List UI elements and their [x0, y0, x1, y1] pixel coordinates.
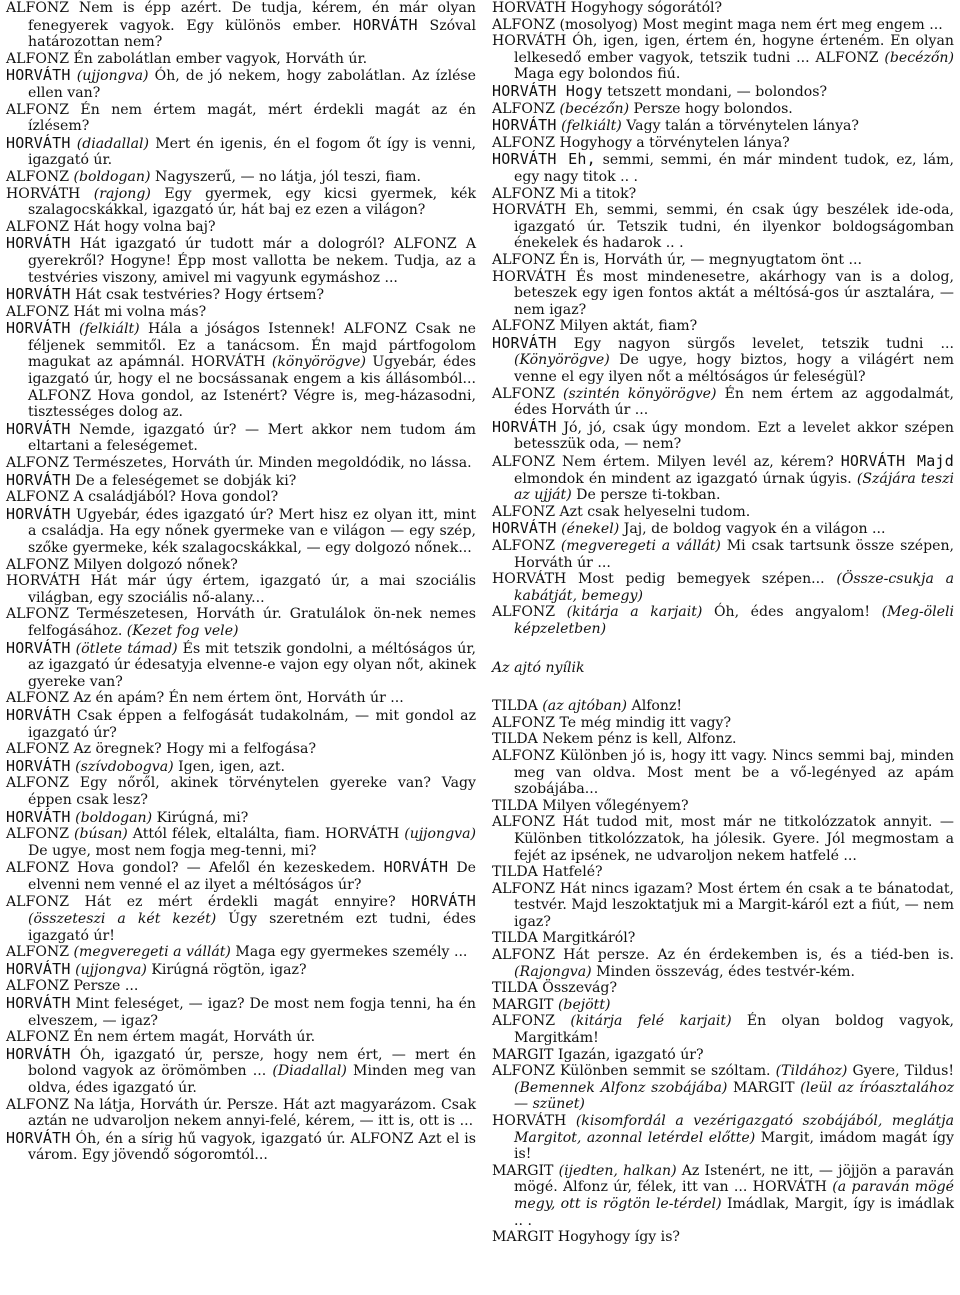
dialogue-text: ALFONZ Na látja, Horváth úr. Persze. Hát azt magyarázom. Csak aztán ne udvaroljon nekem annyi-felé, kérem, — itt is, ott is ...: [6, 1096, 476, 1130]
dialogue-text: ALFONZ Azt csak helyeselni tudom.: [492, 503, 751, 520]
stage-direction: (az ajtóban): [542, 698, 628, 715]
dialogue-text: Hála a jóságos Istennek! ALFONZ Csak ne féljenek semmitől. Ez a tanácsom. Én majd pártfogolom magukat az apámnál. HORVÁTH: [28, 321, 476, 371]
dialogue-text: Én olyan boldog vagyok, Margitkám!: [514, 1013, 954, 1047]
stage-direction: (énekel): [556, 521, 620, 538]
speaker-name: HORVÁTH: [6, 504, 71, 523]
stage-direction: (boldogan): [73, 168, 151, 185]
stage-direction: (Rajongva): [514, 963, 592, 980]
dialogue-line: [6, 472, 476, 490]
stage-direction: (felkiált): [556, 118, 622, 135]
stage-direction: (szintén könyörögve): [563, 385, 717, 402]
stage-direction: (szívdobogva): [70, 758, 174, 775]
speaker-name: HORVÁTH Hogy: [492, 81, 603, 100]
speaker-name: HORVÁTH: [6, 994, 71, 1013]
dialogue-text: semmi, semmi, én már mindent tudok, ez, lám, egy nagy titok .. .: [514, 152, 954, 185]
dialogue-line: [6, 995, 476, 1029]
dialogue-text: ALFONZ: [6, 826, 74, 843]
dialogue-line: [6, 235, 476, 286]
stage-direction: (ijedten, halkan): [558, 1162, 677, 1179]
speaker-name: HORVÁTH: [492, 116, 557, 135]
dialogue-text: ALFONZ: [492, 1013, 571, 1030]
dialogue-text: ALFONZ Természetesen, Horváth úr. Gratulálok ön-nek nemes felfogásához.: [6, 606, 476, 639]
dialogue-line: [492, 504, 954, 521]
dialogue-line: [6, 320, 476, 421]
dialogue-line: [6, 859, 476, 893]
dialogue-line: [492, 318, 954, 335]
dialogue-text: HORVÁTH Óh, igen, igen, értem én, hogyne érteném. En olyan lelkesedő ember vagyok, tetszik tudni ... ALFONZ: [492, 33, 954, 66]
speaker-name: HORVÁTH: [6, 705, 71, 724]
dialogue-text: Nemde, igazgató úr? — Mert akkor nem tudom ám eltartani a feleségemet.: [28, 421, 476, 455]
dialogue-text: MARGIT: [727, 1079, 801, 1096]
dialogue-line: [492, 135, 954, 152]
dialogue-text: ALFONZ Nem is épp azért. De tudja, kérem, én már olyan fenegyerek vagyok. Egy különös ember.: [6, 0, 476, 34]
dialogue-text: Minden összevág, édes testvér-kém.: [591, 963, 855, 980]
dialogue-line: [6, 640, 476, 691]
stage-direction: (leül az íróasztalához — szünet): [514, 1079, 954, 1113]
dialogue-line: [492, 660, 954, 677]
dialogue-text: ALFONZ Milyen dolgozó nőnek?: [6, 556, 238, 573]
dialogue-line: [6, 0, 476, 51]
dialogue-line: [492, 715, 954, 732]
dialogue-text: MARGIT: [492, 996, 558, 1013]
dialogue-text: ALFONZ Természetes, Horváth úr. Minden megoldódik, no lássa.: [6, 455, 472, 472]
dialogue-text: ALFONZ Milyen aktát, fiam?: [492, 318, 698, 335]
dialogue-text: TILDA Összevág?: [492, 980, 618, 997]
speaker-name: HORVÁTH: [6, 133, 71, 152]
stage-direction: (felkiált): [70, 321, 140, 338]
dialogue-text: HORVÁTH Hogyhogy sógorától?: [492, 0, 723, 16]
stage-direction: (bejött): [557, 996, 611, 1013]
dialogue-text: ALFONZ (mosolyog) Most megint maga nem ért meg engem ...: [492, 16, 943, 33]
dialogue-line: [6, 135, 476, 169]
speaker-name: HORVÁTH: [383, 858, 449, 877]
stage-direction: (Meg-öleli képzeletben): [514, 604, 955, 637]
dialogue-text: Jaj, de boldog vagyok én a világon ...: [619, 521, 886, 538]
dialogue-text: ALFONZ Az öregnek? Hogy mi a felfogása?: [6, 741, 316, 758]
dialogue-text: Ugyebár, édes igazgató úr? Mert hisz ez olyan itt, mint a családja. Ha egy nőnek gyermeke van e világon — egy szép, szőke gyermeke, kék szalagocskákkal, — egy dolgozó nőnek...: [28, 506, 476, 556]
dialogue-text: HORVÁTH És most mindenesetre, akárhogy van is a dolog, beteszek egy igen fontos aktát a méltósá-gos úr asztalára, — nem igaz?: [492, 268, 954, 318]
dialogue-text: ALFONZ: [492, 538, 561, 554]
dialogue-line: [492, 1013, 954, 1046]
dialogue-text: Óh, de jó nekem, hogy zabolátlan. Az ízlése ellen van?: [28, 68, 476, 101]
dialogue-line: [492, 731, 954, 748]
speaker-name: HORVÁTH: [6, 470, 71, 489]
dialogue-text: Mert én igenis, én el fogom őt így is venni, igazgató úr.: [28, 135, 476, 169]
dialogue-line: [6, 1130, 476, 1164]
dialogue-line: [492, 0, 954, 17]
stage-direction: (ujjongva): [70, 68, 149, 85]
dialogue-line: [492, 947, 954, 980]
dialogue-text: Kirúgná rögtön, igaz?: [146, 961, 307, 978]
speaker-name: HORVÁTH: [6, 959, 71, 978]
dialogue-text: ALFONZ: [492, 100, 560, 117]
speaker-name: HORVÁTH: [6, 419, 71, 438]
dialogue-line: [492, 269, 954, 319]
stage-direction: (búsan): [74, 826, 128, 843]
stage-direction: (Össze-csukja a kabátját, bemegy): [514, 571, 954, 604]
dialogue-line: [492, 419, 954, 453]
stage-direction: (becézőn): [559, 100, 630, 117]
dialogue-line: [6, 690, 476, 707]
dialogue-text: Az Istenért, ne itt, — jöjjön a paraván mögé. Alfonz úr, félek, itt van ... HORVÁTH: [514, 1162, 954, 1196]
dialogue-line: [492, 698, 954, 715]
speaker-name: HORVÁTH: [6, 234, 71, 253]
dialogue-text: ALFONZ Persze ...: [6, 978, 139, 995]
stage-direction: (Kezet fog vele): [126, 622, 239, 639]
dialogue-text: Óh, igazgató úr, persze, hogy nem ért, — mert én bolond vagyok az örömömben ...: [28, 1046, 476, 1080]
dialogue-text: ALFONZ Hát nincs igazam? Most értem én csak a te bánatodat, testvér. Majd leszoktatjuk mi a Margit-káról ezt a fiút, — nem igaz?: [492, 880, 954, 930]
dialogue-text: ALFONZ Az én apám? Én nem értem önt, Horváth úr ...: [6, 690, 404, 707]
dialogue-text: ALFONZ Hát persze. Az én érdekemben is, és a tiéd-ben is.: [492, 947, 954, 964]
dialogue-line: [6, 707, 476, 741]
stage-direction: (összeteszi a két kezét): [28, 911, 217, 928]
dialogue-text: Mi csak tartsunk össze szépen, Horváth úr ...: [514, 538, 954, 571]
speaker-name: HORVÁTH: [353, 15, 418, 34]
dialogue-text: ALFONZ Én nem értem magát, Horváth úr.: [6, 1029, 316, 1046]
stage-direction: (Diadallal): [272, 1063, 347, 1080]
dialogue-line: [492, 453, 954, 504]
dialogue-line: [492, 117, 954, 135]
dialogue-line: [492, 748, 954, 798]
dialogue-text: Alfonz!: [627, 698, 683, 715]
dialogue-line: [492, 881, 954, 931]
dialogue-text: De persze ti-tokban.: [571, 487, 721, 504]
dialogue-line: [6, 67, 476, 101]
dialogue-text: Én nem értem az aggodalmát, édes Horváth úr ...: [514, 385, 954, 419]
dialogue-line: [6, 506, 476, 557]
dialogue-text: De ugye, hogy biztos, hogy a világért nem venne el egy ilyen nőt a méltóságos úr feleségül?: [514, 352, 954, 386]
speaker-name: HORVÁTH Majd: [840, 452, 954, 471]
dialogue-line: [6, 219, 476, 236]
stage-direction: (Könyörögve): [514, 352, 610, 369]
stage-direction: (ujjongva): [70, 961, 147, 978]
dialogue-text: ALFONZ: [6, 944, 74, 961]
stage-direction: (kitárja felé karjait): [570, 1013, 732, 1030]
dialogue-line: [6, 489, 476, 506]
dialogue-text: Jó, jó, csak úgy mondom. Ezt a levelet akkor szépen betesszük oda, — nem?: [514, 419, 954, 453]
dialogue-line: [492, 1063, 954, 1113]
dialogue-text: ALFONZ Én is, Horváth úr, — megnyugtatom önt ...: [492, 251, 862, 268]
dialogue-text: HORVÁTH Eh, semmi, semmi, én csak úgy beszélek ide-oda, igazgató úr. Tetszik tudni, én ilyenkor boldogságomban énekelek és hadarok .. .: [492, 202, 954, 252]
dialogue-line: [6, 102, 476, 135]
stage-direction: (könyörögve): [271, 354, 366, 371]
stage-direction: (diadallal): [70, 135, 150, 152]
dialogue-text: MARGIT Hogyhogy így is?: [492, 1229, 680, 1246]
dialogue-text: ALFONZ A családjából? Hova gondol?: [6, 489, 279, 506]
dialogue-text: De a feleségemet se dobják ki?: [70, 472, 297, 489]
dialogue-line: [6, 1097, 476, 1130]
dialogue-text: ALFONZ: [6, 168, 74, 185]
dialogue-text: ALFONZ Én nem értem magát, mért érdekli magát az én ízlésem?: [6, 101, 476, 135]
dialogue-line: [6, 169, 476, 186]
dialogue-text: HORVÁTH: [6, 185, 94, 202]
dialogue-text: Óh, én a sírig hű vagyok, igazgató úr. ALFONZ Azt el is várom. Egy jövendő sógoromtól...: [28, 1130, 476, 1164]
dialogue-line: [492, 1113, 954, 1163]
speaker-name: HORVÁTH: [6, 638, 71, 657]
dialogue-text: Margit, imádom magát így is!: [514, 1129, 955, 1163]
stage-direction: (ujjongva): [404, 826, 476, 843]
dialogue-line: [492, 980, 954, 997]
dialogue-line: [6, 1029, 476, 1046]
dialogue-text: HORVÁTH Hát már úgy értem, igazgató úr, a mai szociális világban, egy szociális nő-alany...: [6, 573, 476, 606]
dialogue-text: Mint feleséget, — igaz? De most nem fogja tenni, ha én elveszem, — igaz?: [28, 996, 476, 1029]
dialogue-text: ALFONZ Különben jó is, hogy itt vagy. Nincs semmi baj, minden meg van oldva. Most ment be a vő-legényed az apám szobájába...: [492, 747, 954, 798]
stage-direction: (Szájára teszi az ujját): [514, 470, 955, 504]
dialogue-line: [492, 186, 954, 203]
dialogue-line: [492, 202, 954, 252]
dialogue-line: [492, 997, 954, 1014]
dialogue-text: ALFONZ Én zabolátlan ember vagyok, Horváth úr.: [6, 50, 368, 67]
dialogue-text: TILDA Margitkáról?: [492, 930, 636, 947]
dialogue-text: ALFONZ Nem értem. Milyen levél az, kérem?: [492, 454, 841, 471]
dialogue-line: [6, 573, 476, 606]
dialogue-line: [6, 51, 476, 68]
dialogue-text: ALFONZ Különben semmit se szóltam.: [492, 1063, 776, 1080]
stage-direction: (a paraván mögé megy, ott is rögtön le-térdel): [514, 1179, 954, 1212]
stage-direction: (Bemennek Alfonz szobájába): [514, 1079, 728, 1096]
dialogue-text: ALFONZ: [492, 604, 567, 621]
dialogue-line: [6, 944, 476, 961]
dialogue-text: TILDA Hatfelé?: [492, 864, 603, 881]
dialogue-text: HORVÁTH Most pedig bemegyek szépen...: [492, 571, 837, 588]
speaker-name: HORVÁTH Eh,: [492, 150, 596, 169]
dialogue-line: [492, 604, 954, 637]
dialogue-text: ALFONZ Te még mindig itt vagy?: [492, 714, 732, 731]
dialogue-text: De elvenni nem venné el az ilyet a méltóságos úr?: [28, 860, 476, 893]
dialogue-line: [492, 814, 954, 864]
dialogue-line: [6, 286, 476, 304]
dialogue-line: [6, 421, 476, 455]
stage-direction: (megveregeti a vállát): [560, 538, 721, 554]
dialogue-line: [6, 186, 476, 219]
dialogue-line: [6, 775, 476, 808]
dialogue-text: ALFONZ Egy nőről, akinek törvénytelen gyereke van? Vagy éppen csak lesz?: [6, 775, 476, 808]
dialogue-text: Úgy szeretném ezt tudni, édes igazgató úr!: [28, 911, 476, 944]
speaker-name: HORVÁTH: [411, 892, 476, 911]
dialogue-text: Minden meg van oldva, édes igazgató úr.: [28, 1063, 476, 1096]
dialogue-text: Hát igazgató úr tudott már a dologról? ALFONZ A gyerekről? Hogyne! Épp most vallotta be nekem. Tudja, az a testvéries viszony, amivel mi vagyunk egymáshoz ...: [28, 236, 476, 286]
dialogue-text: ALFONZ Hát hogy volna baj?: [6, 218, 216, 235]
dialogue-line: [6, 893, 476, 944]
dialogue-line: [492, 83, 954, 101]
dialogue-line: [6, 961, 476, 979]
dialogue-text: MARGIT: [492, 1162, 559, 1179]
dialogue-line: [492, 101, 954, 118]
stage-direction: Az ajtó nyílik: [492, 659, 585, 676]
dialogue-text: És mit tetszik gondolni, a méltóságos úr, az igazgató úr édesatyja elvenne-e vajon egy olyan nőt, akinek gyereke van?: [28, 640, 476, 690]
dialogue-text: De ugye, most nem fogja meg-tenni, mi?: [28, 842, 317, 859]
dialogue-line: [492, 1229, 954, 1246]
dialogue-text: Egy gyermek, egy kicsi gyermek, kék szalagocskákkal, igazgató úr, hát baj ez ezen a világon?: [28, 185, 476, 219]
dialogue-text: tetszett mondani, — bolondos?: [602, 83, 828, 100]
speaker-name: HORVÁTH: [6, 756, 71, 775]
dialogue-line: [492, 520, 954, 538]
dialogue-text: TILDA: [492, 698, 543, 715]
dialogue-text: MARGIT Igazán, igazgató úr?: [492, 1046, 704, 1063]
speaker-name: HORVÁTH: [492, 519, 557, 538]
dialogue-text: ALFONZ Hát tudod mit, most már ne titkolózzatok annyit. — Különben titkolózzatok, ha jólesik. Gyere. Jól megmostam a fejét az ipsének, ne udvaroljon nekem hatfelé ...: [492, 814, 954, 864]
dialogue-text: Kirúgná, mi?: [152, 809, 249, 826]
dialogue-line: [492, 538, 954, 571]
stage-direction: (boldogan): [70, 809, 153, 826]
speaker-name: HORVÁTH: [6, 66, 71, 85]
dialogue-text: TILDA Nekem pénz is kell, Alfonz.: [492, 731, 737, 748]
speaker-name: HORVÁTH: [492, 417, 557, 436]
dialogue-line: [6, 304, 476, 321]
dialogue-line: [492, 151, 954, 185]
dialogue-line: [492, 571, 954, 604]
speaker-name: HORVÁTH: [6, 1128, 71, 1147]
stage-direction: (kitárja a karjait): [566, 604, 703, 621]
dialogue-line: [6, 606, 476, 639]
dialogue-text: Óh, édes angyalom!: [702, 604, 882, 621]
dialogue-text: elmondok én mindent az igazgató úrnak úgyis.: [514, 470, 857, 487]
dialogue-line: [492, 1163, 954, 1229]
dialogue-text: Maga egy gyermekes személy ...: [230, 944, 468, 961]
dialogue-line: [6, 455, 476, 472]
stage-direction: (megveregeti a vállát): [73, 944, 231, 961]
speaker-name: HORVÁTH: [6, 285, 71, 304]
speaker-name: HORVÁTH: [6, 807, 71, 826]
dialogue-text: ALFONZ Mi a titok?: [492, 185, 637, 202]
left-text-column: [6, 0, 476, 1164]
dialogue-text: HORVÁTH: [492, 1113, 576, 1129]
dialogue-line: [6, 978, 476, 995]
dialogue-text: Csak éppen a felfogását tudakolnám, — mit gondol az igazgató úr?: [28, 707, 476, 741]
stage-direction: (Tildához): [775, 1063, 848, 1080]
dialogue-text: Gyere, Tildus!: [847, 1063, 954, 1080]
dialogue-text: ALFONZ Hova gondol? — Afelől én kezeskedem.: [6, 860, 384, 877]
dialogue-text: TILDA Milyen vőlegényem?: [492, 797, 689, 814]
dialogue-text: Ugyebár, édes igazgató úr, hogy el ne bocsássanak engem a kis állásomból... ALFONZ Hova gondol, az Istenért? Végre is, meg-házasodni, tisztességes dolog az.: [28, 354, 476, 421]
stage-direction: (ötlete támad): [70, 640, 178, 657]
dialogue-line: [492, 930, 954, 947]
dialogue-line: [492, 17, 954, 34]
dialogue-line: [6, 758, 476, 776]
dialogue-line: [492, 864, 954, 881]
dialogue-line: [492, 335, 954, 386]
dialogue-text: Attól félek, eltalálta, fiam. HORVÁTH: [127, 826, 405, 843]
dialogue-text: Nagyszerű, — no látja, jól teszi, fiam.: [150, 168, 422, 185]
speaker-name: HORVÁTH: [6, 1044, 71, 1063]
dialogue-line: [6, 741, 476, 758]
right-text-column: [492, 0, 954, 1246]
dialogue-text: ALFONZ Hát ez mért érdekli magát ennyire?: [6, 894, 412, 911]
dialogue-text: Szóval határozottan nem?: [28, 17, 476, 51]
dialogue-text: Imádlak, Margit, így is imádlak .. .: [514, 1195, 954, 1229]
dialogue-text: Igen, igen, azt.: [173, 758, 285, 775]
dialogue-text: ALFONZ Hát mi volna más?: [6, 303, 207, 320]
dialogue-line: [6, 809, 476, 827]
dialogue-line: [492, 386, 954, 419]
dialogue-line: [6, 826, 476, 859]
dialogue-line: [492, 33, 954, 83]
stage-direction: (becézőn): [884, 49, 954, 66]
dialogue-text: Maga egy bolondos fiú.: [514, 66, 681, 83]
dialogue-line: [6, 1046, 476, 1097]
stage-direction: (rajong): [93, 185, 151, 202]
stage-direction: (kisomfordál a vezérigazgató szobájából, meglátja Margitot, azonnal letérdel előtte): [514, 1113, 954, 1146]
dialogue-line: [492, 252, 954, 269]
speaker-name: HORVÁTH: [6, 319, 71, 338]
dialogue-text: Hát csak testvéries? Hogy értsem?: [70, 287, 325, 304]
speaker-name: HORVÁTH: [492, 333, 557, 352]
dialogue-line: [492, 1047, 954, 1064]
dialogue-line: [6, 557, 476, 574]
dialogue-text: Egy nagyon sürgős levelet, tetszik tudni ...: [556, 335, 954, 352]
dialogue-text: Vagy talán a törvénytelen lánya?: [621, 118, 859, 135]
dialogue-line: [492, 798, 954, 815]
dialogue-text: ALFONZ Hogyhogy a törvénytelen lánya?: [492, 134, 790, 151]
dialogue-text: ALFONZ: [492, 385, 564, 402]
dialogue-text: Persze hogy bolondos.: [629, 100, 793, 117]
